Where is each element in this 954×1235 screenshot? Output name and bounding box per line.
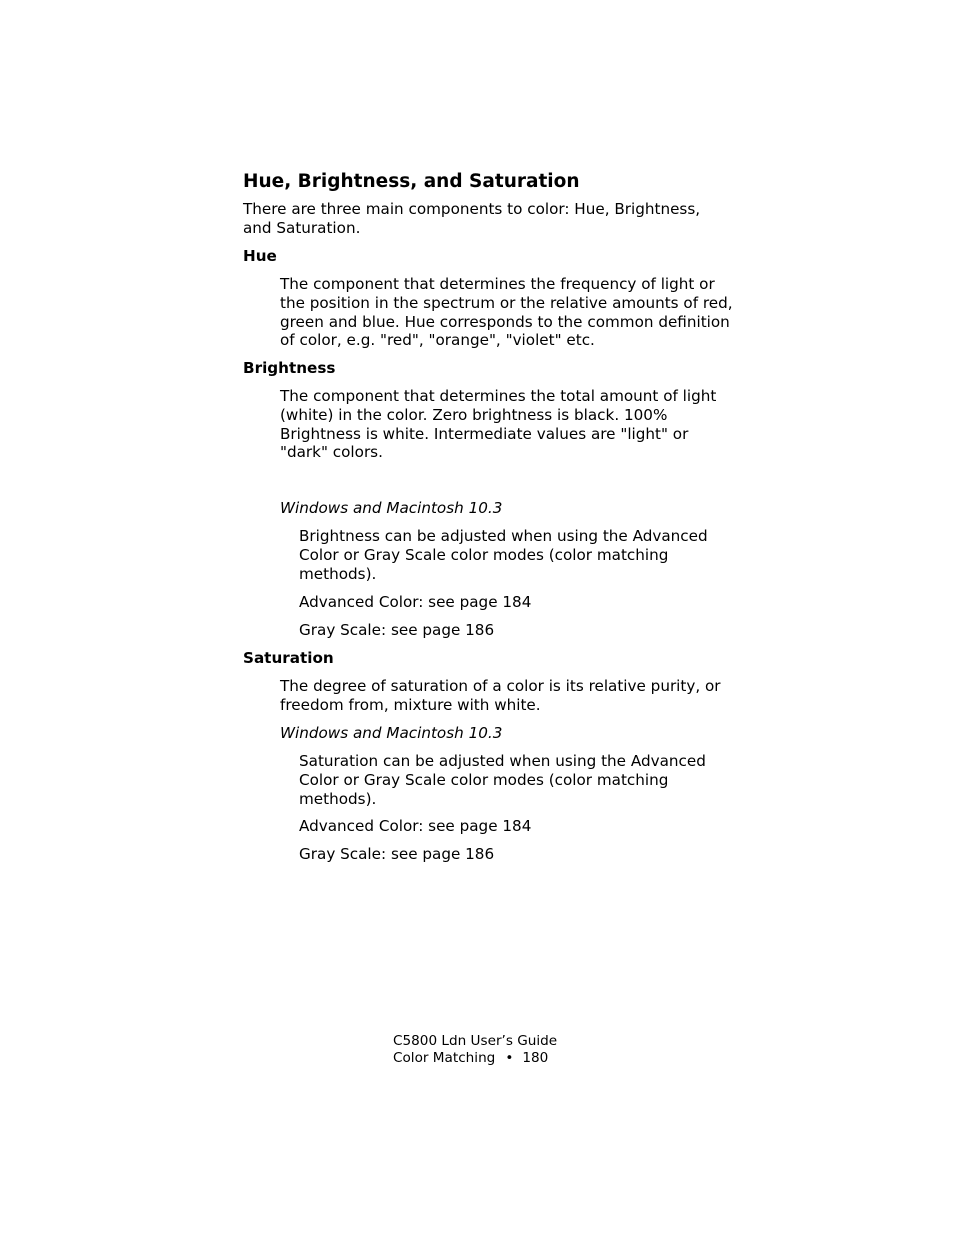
footer-guide-title: C5800 Ldn User’s Guide [393, 1033, 558, 1049]
intro-paragraph: There are three main components to color: Hue, Brightness, and Saturation. [243, 200, 701, 237]
brightness-note: Brightness can be adjusted when using the Advanced Color or Gray Scale color modes (color matching methods). [299, 527, 708, 583]
saturation-platform-subheading: Windows and Macintosh 10.3 [280, 724, 503, 742]
saturation-note: Saturation can be adjusted when using the Advanced Color or Gray Scale color modes (color matching methods). [299, 752, 706, 808]
saturation-gray-scale-ref: Gray Scale: see page 186 [299, 845, 495, 863]
saturation-advanced-color-ref: Advanced Color: see page 184 [299, 817, 532, 835]
footer-section: Color Matching [393, 1050, 496, 1066]
hue-description: The component that determines the frequency of light or the position in the spectrum or the relative amounts of red, green and blue. Hue corresponds to the common definition of color, e.g. "red", "orange", "violet" etc. [280, 275, 733, 350]
brightness-gray-scale-ref: Gray Scale: see page 186 [299, 621, 495, 639]
saturation-heading: Saturation [243, 649, 334, 667]
page-title: Hue, Brightness, and Saturation [243, 171, 580, 192]
brightness-description: The component that determines the total amount of light (white) in the color. Zero brightness is black. 100% Brightness is white. Intermediate values are "light" or "dark" colors. [280, 387, 717, 462]
hue-heading: Hue [243, 247, 277, 265]
brightness-heading: Brightness [243, 359, 336, 377]
saturation-description: The degree of saturation of a color is its relative purity, or freedom from, mixture with white. [280, 677, 721, 714]
brightness-advanced-color-ref: Advanced Color: see page 184 [299, 593, 532, 611]
footer-bullet: • [505, 1050, 514, 1066]
footer-page-info [393, 1050, 548, 1067]
brightness-platform-subheading: Windows and Macintosh 10.3 [280, 499, 503, 517]
page-number: 180 [522, 1050, 549, 1066]
